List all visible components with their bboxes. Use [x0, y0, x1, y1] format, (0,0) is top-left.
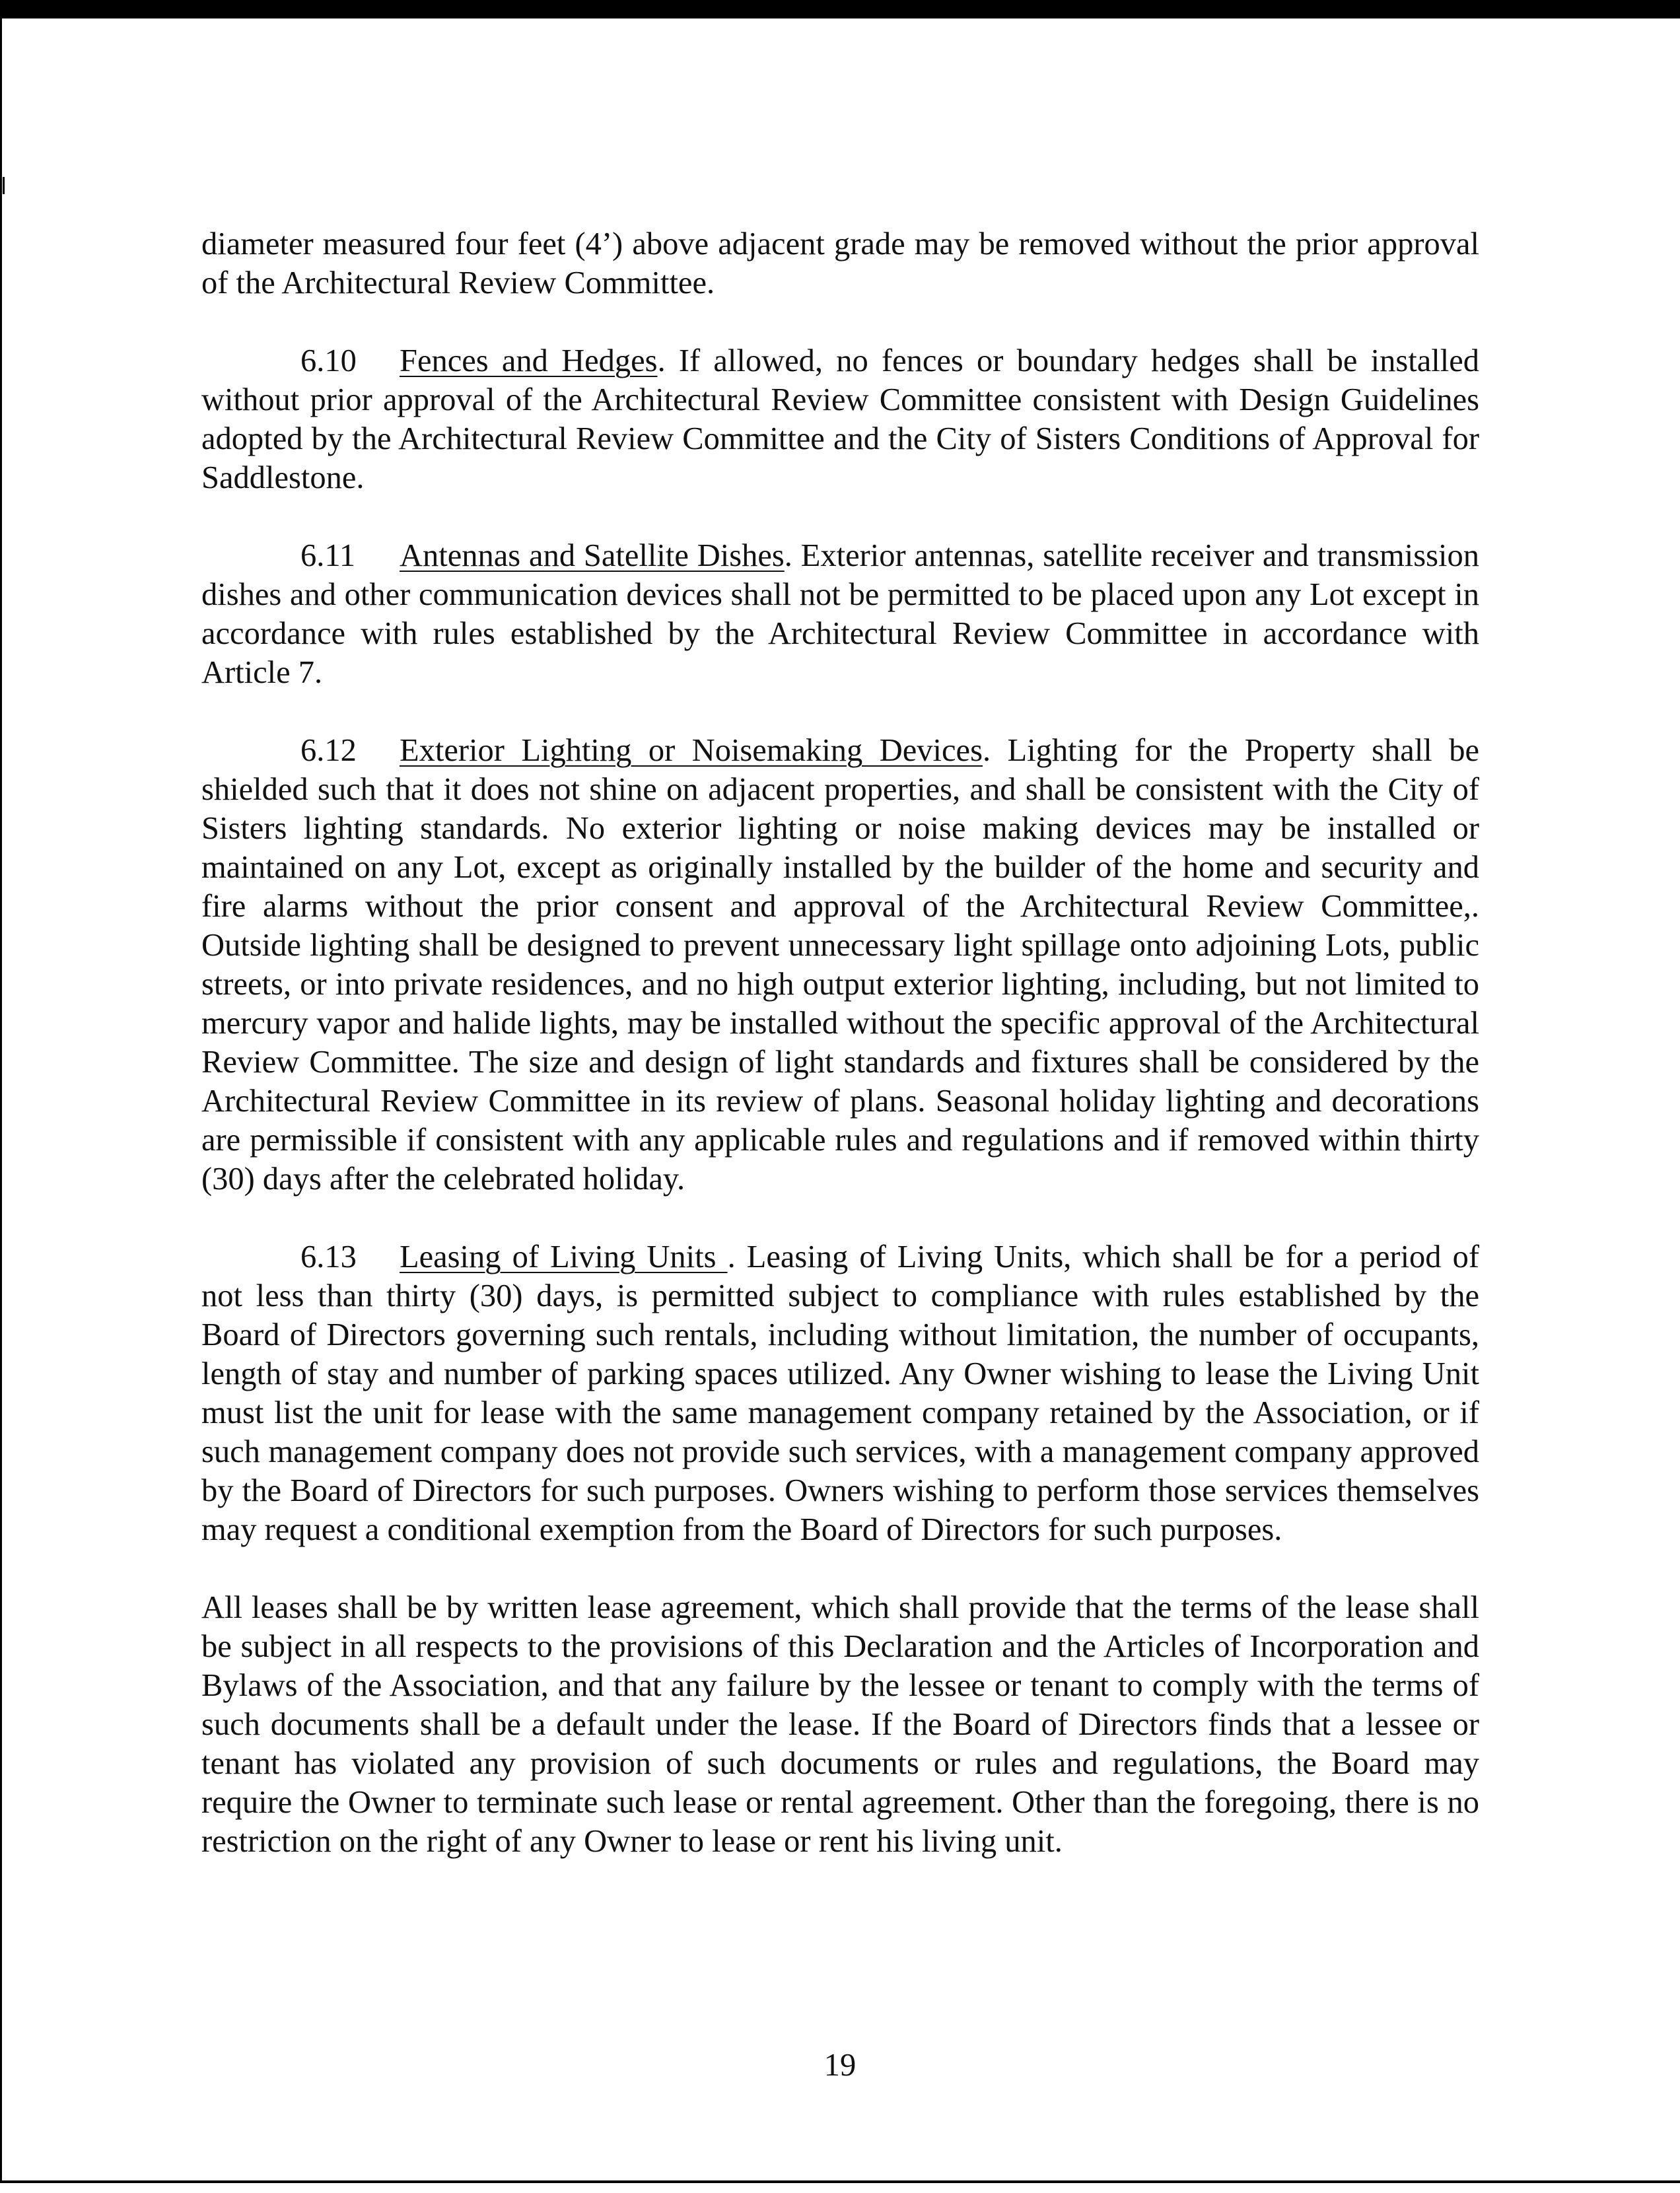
document-body — [201, 225, 1479, 1900]
section-body: . Leasing of Living Units, which shall be for a period of not less than thirty (30) days, is permitted subject to compliance with rules established by the Board of Directors governing such rentals, including without limitation, the number of occupants, length of stay and number of parking spaces utilized. Any Owner wishing to lease the Living Unit must list the unit for lease with the same management company retained by the Association, or if such management company does not provide such services, with a management company approved by the Board of Directors for such purposes. Owners wishing to perform those services themselves may request a conditional exemption from the Board of Directors for such purposes. — [201, 1239, 1480, 1547]
section-body: . Exterior antennas, satellite receiver and transmission dishes and other communication devices shall not be permitted to be placed upon any Lot except in accordance with rules established by the Architectural Review Committee in accordance with Article 7. — [201, 538, 1479, 690]
section-6-12-paragraph — [201, 731, 1479, 1199]
section-title: Exterior Lighting or Noisemaking Devices — [400, 733, 983, 768]
section-body: . If allowed, no fences or boundary hedges shall be installed without prior approval of the Architectural Review Committee consistent with Design Guidelines adopted by the Architectural Review Committee and the City of Sisters Conditions of Approval for Saddlestone. — [201, 343, 1479, 495]
section-number: 6.10 — [300, 343, 357, 378]
section-body: . Lighting for the Property shall be shielded such that it does not shine on adjacent properties, and shall be consistent with the City of Sisters lighting standards. No exterior lighting or noise making devices may be installed or maintained on any Lot, except as originally installed by the builder of the home and security and fire alarms without the prior consent and approval of the Architectural Review Committee,. Outside lighting shall be designed to prevent unnecessary light spillage onto adjoining Lots, public streets, or into private residences, and no high output exterior lighting, including, but not limited to mercury vapor and halide lights, may be installed without the specific approval of the Architectural Review Committee. The size and design of light standards and fixtures shall be considered by the Architectural Review Committee in its review of plans. Seasonal holiday lighting and decorations are permissible if consistent with any applicable rules and regulations and if removed within thirty (30) days after the celebrated holiday. — [201, 733, 1480, 1197]
section-number: 6.13 — [300, 1239, 357, 1274]
continuation-paragraph: diameter measured four feet (4’) above adjacent grade may be removed without the prior approval of the Architectural Review Committee. — [201, 226, 1479, 300]
section-title: Fences and Hedges — [400, 343, 658, 378]
page-number: 19 — [823, 2048, 857, 2083]
section-6-11-paragraph — [201, 536, 1479, 692]
section-number: 6.12 — [300, 733, 357, 768]
section-title: Antennas and Satellite Dishes — [400, 538, 785, 573]
scan-top-border — [0, 0, 1680, 18]
scan-bottom-border — [0, 2180, 1680, 2183]
section-title: Leasing of Living Units — [400, 1239, 728, 1274]
scan-mark — [3, 177, 5, 194]
section-6-10-paragraph — [201, 341, 1479, 497]
section-number: 6.11 — [300, 538, 356, 573]
section-6-13-paragraph — [201, 1237, 1479, 1549]
leases-paragraph: All leases shall be by written lease agreement, which shall provide that the terms of the lease shall be subject in all respects to the provisions of this Declaration and the Articles of Incorporation and Bylaws of the Association, and that any failure by the lessee or tenant to comply with the terms of such documents shall be a default under the lease. If the Board of Directors finds that a lessee or tenant has violated any provision of such documents or rules and regulations, the Board may require the Owner to terminate such lease or rental agreement. Other than the foregoing, there is no restriction on the right of any Owner to lease or rent his living unit. — [201, 1590, 1479, 1859]
scan-left-border — [0, 18, 2, 2180]
